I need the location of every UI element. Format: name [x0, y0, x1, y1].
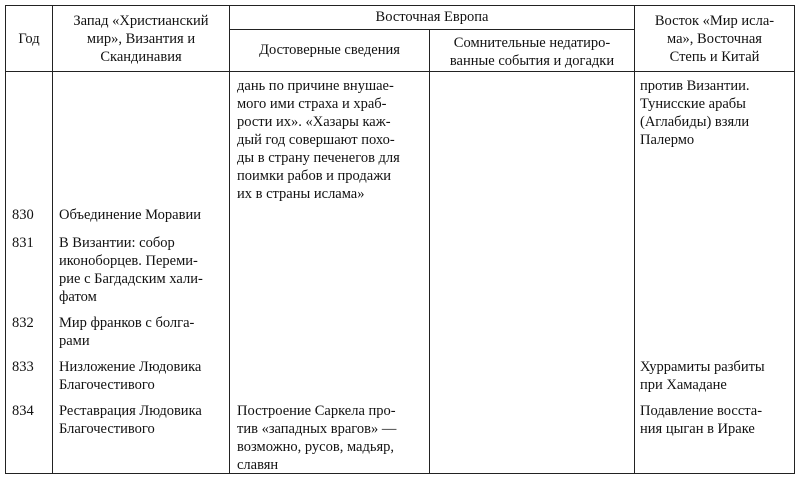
cell-year: 830	[12, 207, 34, 223]
cell-east-line: (Аглабиды) взяли	[640, 114, 750, 130]
cell-west-line: Реставрация Людовика	[59, 403, 202, 419]
header-east-line-2: ма», Восточная	[667, 31, 762, 47]
col-divider-year	[52, 5, 53, 474]
cell-reliable-line: возможно, русов, мадьяр,	[237, 439, 395, 455]
table-bottom-rule	[5, 473, 794, 474]
cell-reliable-line: славян	[237, 457, 279, 473]
cell-west-line: рие с Багдадским хали-	[59, 271, 203, 287]
cell-year: 833	[12, 359, 34, 375]
cell-east-line: Тунисские арабы	[640, 96, 746, 112]
col-divider-reliable	[429, 29, 430, 474]
header-doubtful-line-2: ванные события и догадки	[449, 53, 615, 69]
cell-west-line: иконоборцев. Переми-	[59, 253, 198, 269]
header-west-line-3: Скандинавия	[100, 49, 182, 65]
cell-reliable-line: ды в страну печенегов для	[237, 150, 400, 166]
cell-year: 831	[12, 235, 34, 251]
cell-west-line: Благочестивого	[59, 421, 155, 437]
cell-west-line: фатом	[59, 289, 97, 305]
cell-reliable-line: дый год совершают похо-	[237, 132, 395, 148]
cell-east-line: Хуррамиты разбиты	[640, 359, 765, 375]
cell-reliable-line: тив «западных врагов» —	[237, 421, 397, 437]
cell-east-line: при Хамадане	[640, 377, 727, 393]
header-bottom-rule	[5, 71, 794, 72]
cell-reliable-line: поимки рабов и продажи	[237, 168, 391, 184]
cell-west-line: Мир франков с болга-	[59, 315, 195, 331]
table-right-border	[794, 5, 795, 474]
header-eastern-europe: Восточная Европа	[375, 9, 489, 25]
cell-west-line: рами	[59, 333, 90, 349]
table-top-rule	[5, 5, 794, 6]
cell-reliable-line: их в страны ислама»	[237, 186, 365, 202]
eastern-europe-subrule	[229, 29, 634, 30]
cell-reliable-line: мого ими страха и храб-	[237, 96, 387, 112]
cell-reliable-line: дань по причине внушае-	[237, 78, 394, 94]
cell-east-line: ния цыган в Ираке	[640, 421, 755, 437]
cell-year: 834	[12, 403, 34, 419]
header-west-line-1: Запад «Христианский	[73, 13, 209, 29]
cell-year: 832	[12, 315, 34, 331]
header-west-line-2: мир», Византия и	[86, 31, 196, 47]
cell-west-line: Низложение Людовика	[59, 359, 202, 375]
cell-east-line: Палермо	[640, 132, 695, 148]
header-east-line-1: Восток «Мир исла-	[654, 13, 775, 29]
col-divider-doubtful	[634, 5, 635, 474]
cell-east-line: Подавление восста-	[640, 403, 763, 419]
cell-west-line: Объединение Моравии	[59, 207, 201, 223]
cell-west-line: Благочестивого	[59, 377, 155, 393]
col-divider-west	[229, 5, 230, 474]
cell-east-line: против Византии.	[640, 78, 750, 94]
cell-reliable-line: Построение Саркела про-	[237, 403, 396, 419]
table-left-border	[5, 5, 6, 474]
cell-west-line: В Византии: собор	[59, 235, 175, 251]
header-reliable: Достоверные сведения	[259, 42, 400, 58]
header-year: Год	[18, 31, 40, 47]
cell-reliable-line: рости их». «Хазары каж-	[237, 114, 391, 130]
header-east-line-3: Степь и Китай	[669, 49, 760, 65]
header-doubtful-line-1: Сомнительные недатиро-	[453, 35, 611, 51]
